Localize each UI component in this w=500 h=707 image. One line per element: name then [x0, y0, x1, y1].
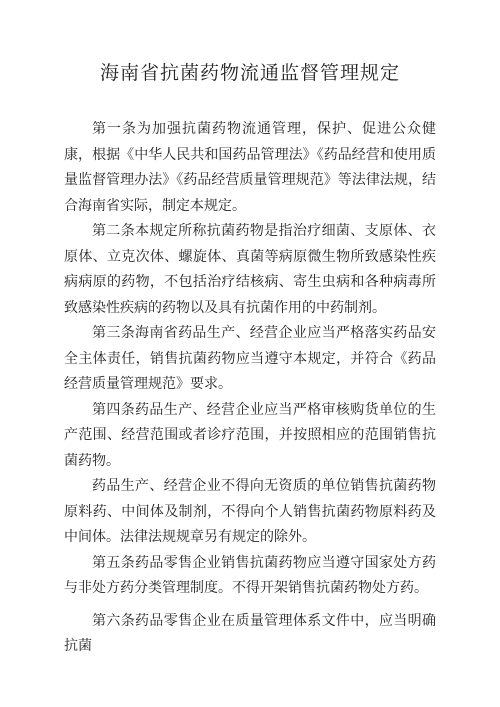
document-title: 海南省抗菌药物流通监督管理规定	[99, 62, 400, 84]
document-body	[64, 117, 436, 660]
paragraph-article-4-clause-2: 药品生产、经营企业不得向无资质的单位销售抗菌药物原料药、中间体及制剂，不得向个人销售抗菌药物原料药及中间体。法律法规规章另有规定的除外。	[64, 478, 436, 545]
paragraph-article-2: 第二条本规定所称抗菌药物是指治疗细菌、支原体、衣原体、立克次体、螺旋体、真菌等病原微生物所致感染性疾病病原的药物，不包括治疗结核病、寄生虫病和各种病毒所致感染性疾病的药物以及具有抗菌作用的中药制剂。	[64, 223, 436, 316]
paragraph-article-6: 第六条药品零售企业在质量管理体系文件中，应当明确抗菌	[64, 612, 436, 654]
paragraph-article-4: 第四条药品生产、经营企业应当严格审核购货单位的生产范围、经营范围或者诊疗范围，并按照相应的范围销售抗菌药物。	[64, 401, 436, 469]
paragraph-article-1: 第一条为加强抗菌药物流通管理，保护、促进公众健康，根据《中华人民共和国药品管理法》《药品经营和使用质量监督管理办法》《药品经营质量管理规范》等法律法规，结合海南省实际，制定本规定。	[64, 121, 436, 214]
paragraph-article-3: 第三条海南省药品生产、经营企业应当严格落实药品安全主体责任，销售抗菌药物应当遵守本规定，并符合《药品经营质量管理规范》要求。	[64, 325, 436, 392]
paragraph-article-5: 第五条药品零售企业销售抗菌药物应当遵守国家处方药与非处方药分类管理制度。不得开架销售抗菌药物处方药。	[64, 554, 436, 596]
